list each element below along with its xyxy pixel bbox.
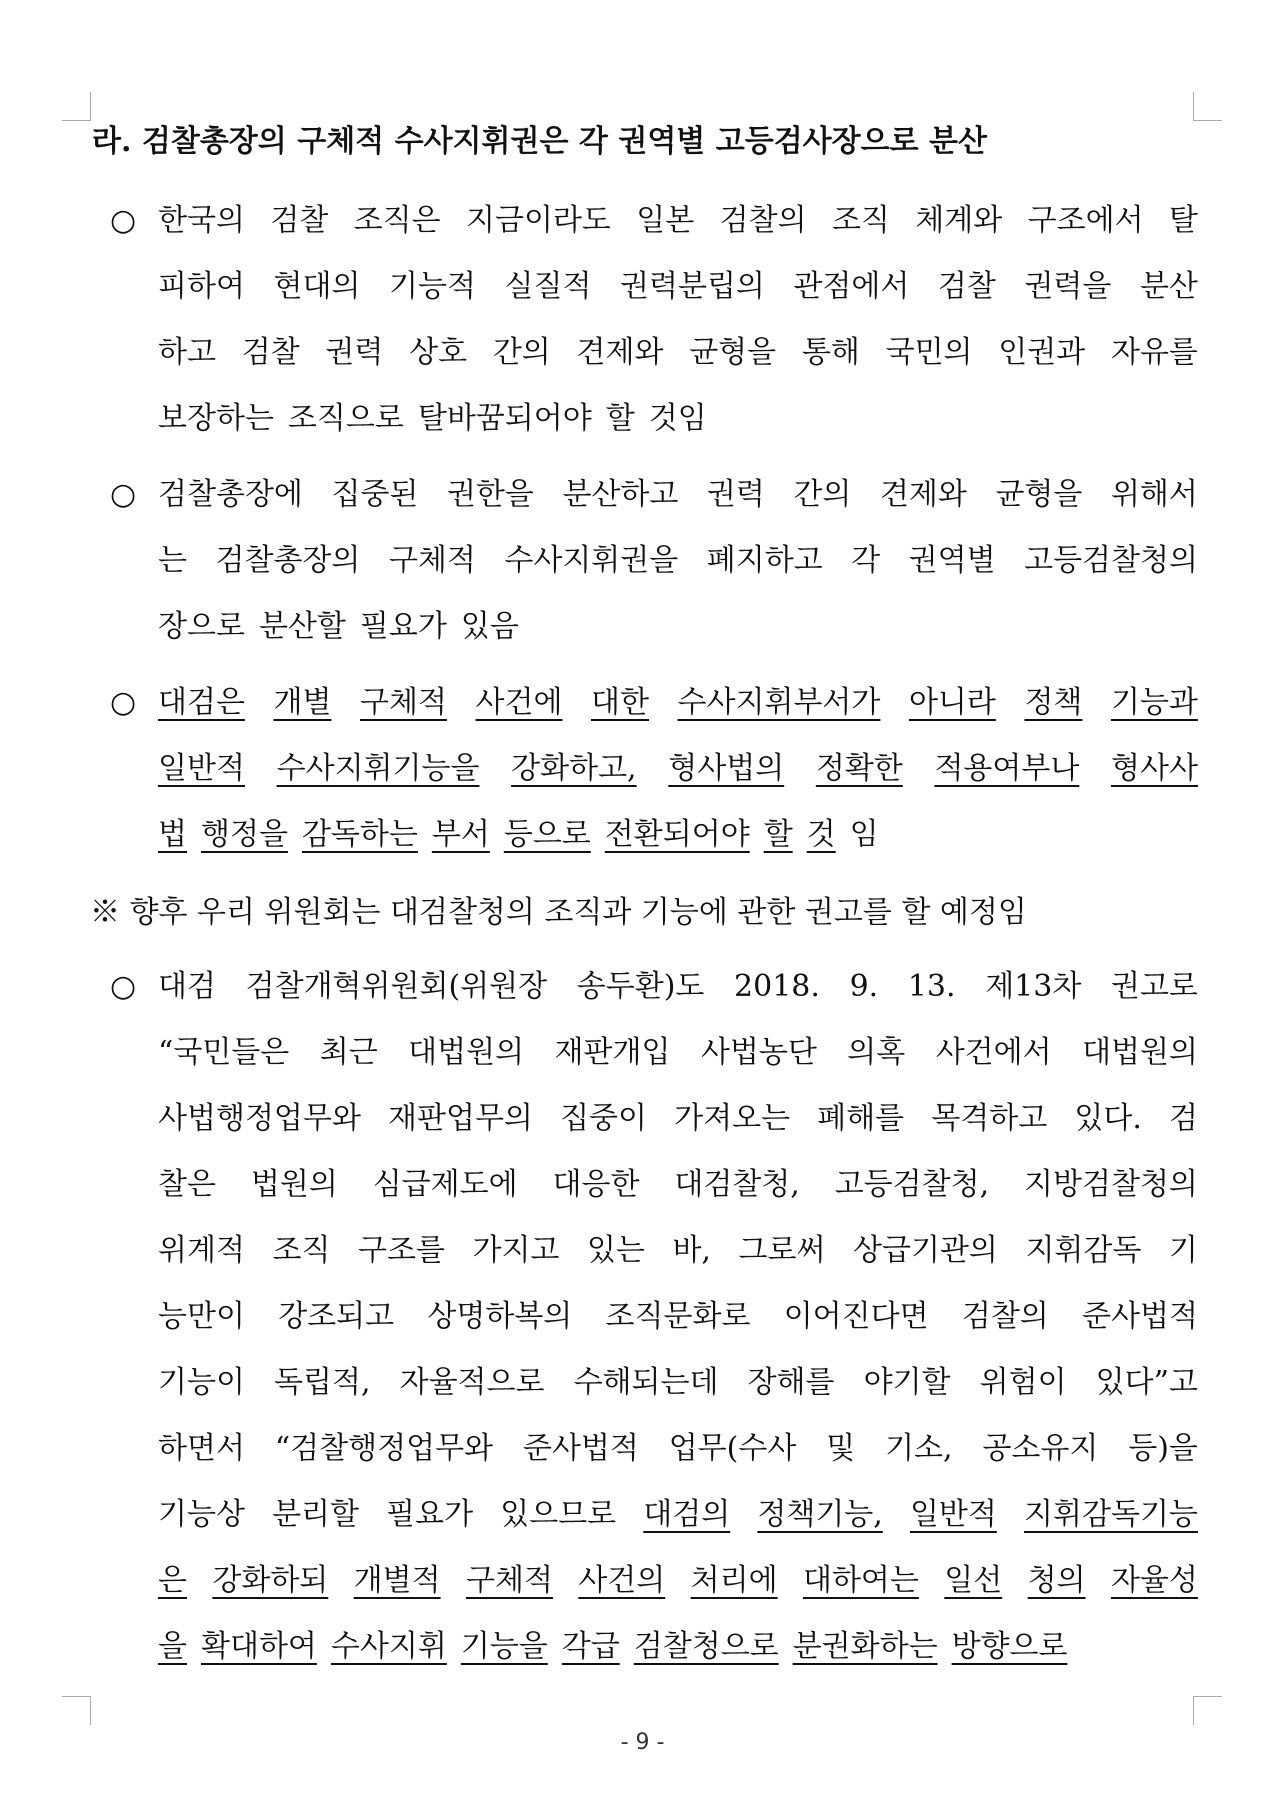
word: 2018. (734, 969, 820, 1004)
word: 권력 (325, 335, 384, 370)
word: 구체적 (360, 685, 447, 720)
word: 검찰총장의 (215, 543, 361, 578)
word: 능만이 (158, 1299, 245, 1334)
text-line (158, 528, 1198, 594)
word: 간의 (793, 477, 852, 512)
word: 간의 (492, 335, 551, 370)
word: 검찰청으로 (633, 1629, 779, 1664)
word: 기 (1168, 1233, 1198, 1268)
word: 사법농단 (700, 1035, 817, 1070)
page-number: - 9 - (620, 1730, 665, 1755)
text-line (158, 670, 1198, 736)
word: 행정을 (200, 817, 288, 852)
word: 야기할 (863, 1365, 951, 1400)
word: 위해서 (1110, 477, 1198, 512)
word: 강조되고 (278, 1299, 395, 1334)
word: 지방검찰청의 (1024, 1167, 1198, 1202)
word: 재판업무의 (388, 1101, 533, 1136)
text-line (158, 802, 1198, 868)
word: 자율성 (1110, 1563, 1198, 1598)
word: 권력분립의 (620, 269, 765, 304)
text-line (158, 1482, 1198, 1548)
word: 고등검찰청의 (1024, 543, 1198, 578)
word: 관점에서 (793, 269, 910, 304)
word: 검찰 (270, 203, 329, 238)
word: 할 (763, 817, 793, 852)
text-line (158, 386, 1198, 452)
word: 청의 (1027, 1563, 1086, 1598)
text-line (158, 1020, 1198, 1086)
word: 기능을 (460, 1629, 548, 1664)
word: 지휘감독기능 (1024, 1497, 1198, 1532)
word: 장해를 (747, 1365, 835, 1400)
word: 대검 (158, 969, 216, 1004)
note-text: ※ 향후 우리 위원회는 대검찰청의 조직과 기능에 관한 권고를 할 예정임 (90, 895, 1027, 930)
word: 찰은 (158, 1167, 216, 1202)
word: 준사법적 (1082, 1299, 1198, 1334)
word: “국민들은 (158, 1035, 290, 1070)
text-line (158, 1152, 1198, 1218)
word: 독립적, (274, 1365, 371, 1400)
text-line (158, 462, 1198, 528)
text-line (158, 954, 1198, 1020)
word: 권고로 (1110, 969, 1198, 1004)
word: 법원의 (250, 1167, 338, 1202)
word: 견제와 (879, 477, 967, 512)
word: 그로써 (738, 1233, 826, 1268)
word: 균형을 (995, 477, 1083, 512)
word: 정책기능, (757, 1497, 883, 1532)
word: 수사지휘부서가 (677, 685, 881, 720)
bullet-icon: ○ (110, 203, 137, 238)
word: 자율적으로 (399, 1365, 545, 1400)
word: 제13차 (985, 969, 1082, 1004)
word: 기능상 (158, 1497, 245, 1532)
word: 한국의 (158, 203, 245, 238)
section-heading: 라. 검찰총장의 구체적 수사지휘권은 각 권역별 고등검사장으로 분산 (92, 124, 987, 159)
text-line (158, 594, 1198, 660)
word: 및 (826, 1431, 856, 1466)
word: 대검은 (158, 685, 245, 720)
crop-mark-top-right (1193, 92, 1222, 121)
word: 사건에 (475, 685, 563, 720)
word: 구조에서 (1027, 203, 1144, 238)
word: 구체적 (465, 1563, 553, 1598)
word: 것임 (648, 401, 707, 436)
word: 공소유지 (982, 1431, 1099, 1466)
word: 분리할 (272, 1497, 360, 1532)
word: 분산 (1139, 269, 1198, 304)
word: 피하여 (158, 269, 245, 304)
text-line (158, 1614, 1198, 1680)
word: 있는 (586, 1233, 645, 1268)
bullet-icon: ○ (110, 969, 137, 1004)
word: 대검의 (643, 1497, 731, 1532)
word: 하고 (158, 335, 216, 370)
word: 견제와 (576, 335, 664, 370)
word: 현대의 (273, 269, 361, 304)
bullet-icon: ○ (110, 685, 137, 720)
word: 상호 (409, 335, 468, 370)
word: 권역별 (908, 543, 996, 578)
word: 의혹 (847, 1035, 906, 1070)
word: 일본 (636, 203, 695, 238)
word: 검찰 (937, 269, 996, 304)
word: 탈바꿈되어야 (417, 401, 592, 436)
word: 하면서 (158, 1431, 245, 1466)
word: 등으로 (503, 817, 591, 852)
word: 탈 (1168, 203, 1198, 238)
bullet-icon: ○ (110, 477, 137, 512)
word: 최근 (319, 1035, 378, 1070)
word: 검찰의 (961, 1299, 1049, 1334)
word: 등)을 (1128, 1431, 1198, 1466)
word: 상명하복의 (427, 1299, 573, 1334)
word: 조직 (831, 203, 890, 238)
word: 부서 (431, 817, 490, 852)
word: 준사법적 (522, 1431, 639, 1466)
word: 실질적 (504, 269, 592, 304)
word: “검찰행정업무와 (274, 1431, 494, 1466)
word: 검 (1169, 1101, 1198, 1136)
word: 검찰총장에 (158, 477, 303, 512)
word: 을 (158, 1629, 187, 1664)
word: 수사지휘 (330, 1629, 447, 1664)
word: 가져오는 (674, 1101, 791, 1136)
word: 기능이 (158, 1365, 245, 1400)
word: 보장하는 (158, 401, 274, 436)
word: 는 (158, 543, 187, 578)
word: 균형을 (689, 335, 777, 370)
word: 수해되는데 (573, 1365, 719, 1400)
word: 이어진다면 (783, 1299, 929, 1334)
word: 수사지휘기능을 (276, 751, 480, 786)
word: 정확한 (815, 751, 903, 786)
word: 처리에 (690, 1563, 778, 1598)
word: 필요가 (386, 1497, 474, 1532)
word: 필요가 (359, 609, 447, 644)
word: 위계적 (158, 1233, 245, 1268)
text-line (158, 320, 1198, 386)
word: 일선 (944, 1563, 1003, 1598)
word: 전환되어야 (604, 817, 750, 852)
word: 폐해를 (817, 1101, 905, 1136)
word: 재판개입 (554, 1035, 671, 1070)
word: 조직 (272, 1233, 331, 1268)
word: 대검찰청, (674, 1167, 800, 1202)
word: 바, (672, 1233, 711, 1268)
word: 방향으로 (951, 1629, 1068, 1664)
text-line (158, 1548, 1198, 1614)
word: 개별 (273, 685, 332, 720)
word: 가지고 (472, 1233, 560, 1268)
word: 권력 (706, 477, 765, 512)
word: 있다”고 (1095, 1365, 1198, 1400)
word: 분산할 (258, 609, 346, 644)
word: 대응한 (552, 1167, 640, 1202)
word: 업무(수사 (668, 1431, 797, 1466)
word: 사건에서 (935, 1035, 1052, 1070)
word: 할 (605, 401, 635, 436)
word: 심급제도에 (372, 1167, 518, 1202)
word: 일반적 (158, 751, 245, 786)
word: 상급기관의 (853, 1233, 998, 1268)
text-line (158, 1416, 1198, 1482)
word: 대하여는 (802, 1563, 919, 1598)
word: 기소, (885, 1431, 953, 1466)
word: 지휘감독 (1025, 1233, 1142, 1268)
text-line (158, 1218, 1198, 1284)
crop-mark-bottom-right (1193, 1696, 1222, 1725)
word: 폐지하고 (706, 543, 823, 578)
word: 것 임 (806, 817, 879, 852)
word: 대법원의 (1082, 1035, 1198, 1070)
word: 송두환)도 (576, 969, 705, 1004)
word: 위험이 (979, 1365, 1067, 1400)
word: 은 (158, 1563, 187, 1598)
word: 사법행정업무와 (158, 1101, 361, 1136)
word: 통해 (801, 335, 860, 370)
word: 국민의 (885, 335, 973, 370)
word: 집중된 (331, 477, 419, 512)
word: 법 (158, 817, 187, 852)
word: 기능과 (1110, 685, 1198, 720)
word: 감독하는 (301, 817, 418, 852)
word: 수사지휘권을 (504, 543, 679, 578)
word: 아니라 (908, 685, 996, 720)
word: 조직으로 (287, 401, 404, 436)
word: 확대하여 (200, 1629, 317, 1664)
word: 13. (907, 969, 956, 1004)
word: 있음 (460, 609, 519, 644)
word: 장으로 (158, 609, 245, 644)
word: 목격하고 (931, 1101, 1048, 1136)
word: 적용여부나 (934, 751, 1080, 786)
word: 검찰의 (719, 203, 807, 238)
word: 구체적 (388, 543, 476, 578)
word: 강화하되 (212, 1563, 329, 1598)
word: 지금이라도 (466, 203, 611, 238)
word: 체계와 (915, 203, 1003, 238)
word: 구조를 (357, 1233, 445, 1268)
word: 형사사 (1111, 751, 1198, 786)
word: 자유를 (1110, 335, 1198, 370)
word: 강화하고, (511, 751, 637, 786)
word: 검찰개혁위원회(위원장 (245, 969, 548, 1004)
text-line (158, 1086, 1198, 1152)
word: 검찰 (241, 335, 300, 370)
word: 조직은 (353, 203, 441, 238)
word: 인권과 (998, 335, 1086, 370)
word: 정책 (1024, 685, 1083, 720)
word: 권력을 (1024, 269, 1112, 304)
crop-mark-bottom-left (62, 1696, 91, 1725)
word: 9. (849, 969, 879, 1004)
word: 있다. (1074, 1101, 1142, 1136)
word: 분산하고 (562, 477, 679, 512)
word: 대법원의 (408, 1035, 525, 1070)
text-line (158, 254, 1198, 320)
text-line (158, 188, 1198, 254)
text-line (158, 736, 1198, 802)
word: 있으므로 (500, 1497, 617, 1532)
text-line (158, 1350, 1198, 1416)
word: 권한을 (446, 477, 534, 512)
word: 고등검찰청, (834, 1167, 990, 1202)
word: 조직문화로 (605, 1299, 751, 1334)
word: 형사법의 (668, 751, 785, 786)
word: 사건의 (578, 1563, 666, 1598)
text-line (158, 1284, 1198, 1350)
word: 분권화하는 (792, 1629, 938, 1664)
word: 기능적 (389, 269, 476, 304)
word: 각 (851, 543, 881, 578)
word: 집중이 (560, 1101, 648, 1136)
word: 대한 (591, 685, 649, 720)
word: 개별적 (353, 1563, 441, 1598)
word: 일반적 (909, 1497, 997, 1532)
crop-mark-top-left (62, 92, 91, 121)
word: 각급 (561, 1629, 620, 1664)
